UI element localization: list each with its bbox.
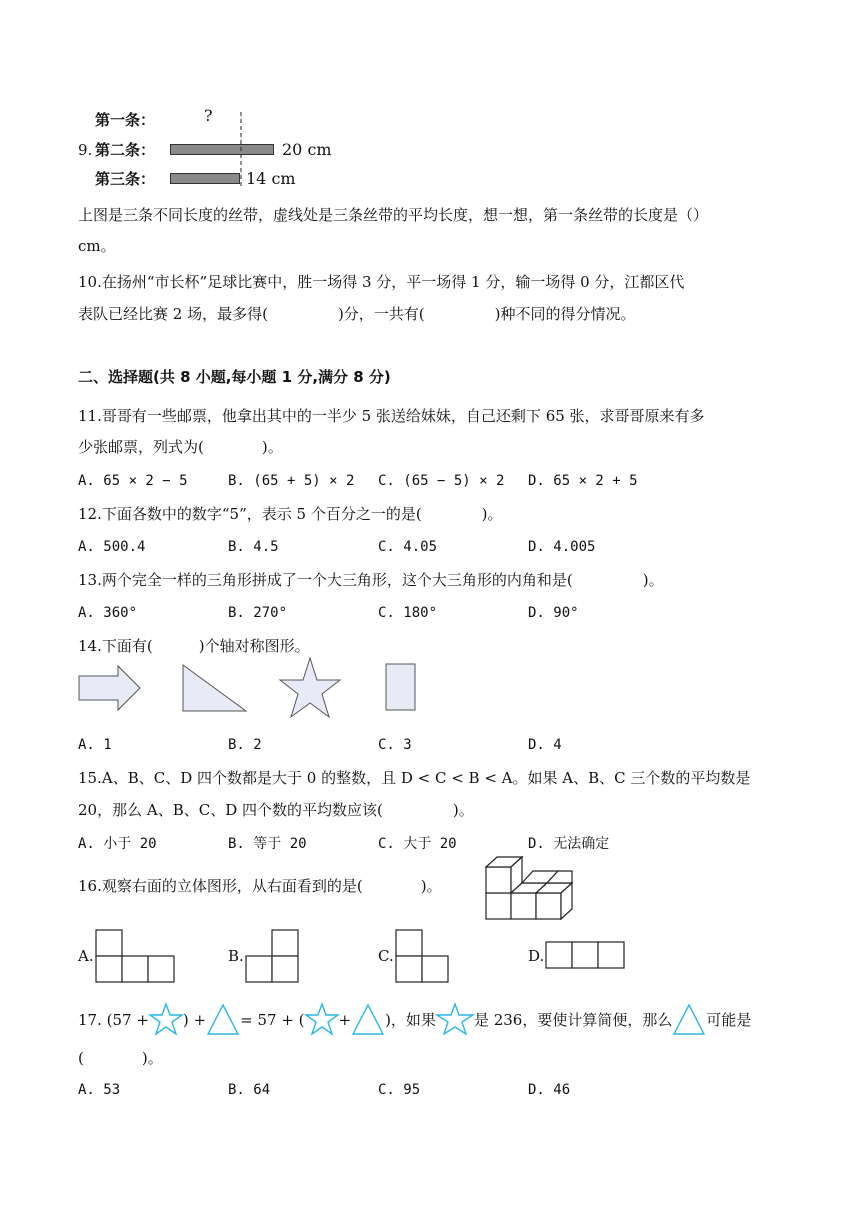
q16-line-a: 16.观察右面的立体图形，从右面看到的是( <box>78 877 363 895</box>
q17-option-a[interactable]: A. 53 <box>78 1082 121 1098</box>
q17-line2-a: ( <box>78 1049 84 1067</box>
q12-option-a[interactable]: A. 500.4 <box>78 539 146 555</box>
q16-option-c-view <box>396 930 448 982</box>
q11-line2-b: )。 <box>261 438 283 456</box>
q17-part1: 17. (57 + <box>78 1011 149 1029</box>
q10-line1: 10.在扬州“市长杯”足球比赛中，胜一场得 3 分，平一场得 1 分，输一场得 0 分，江都区代 <box>78 273 685 291</box>
q10-line2-a: 表队已经比赛 2 场，最多得( <box>78 305 268 323</box>
section2-title: 二、选择题(共 8 小题,每小题 1 分,满分 8 分) <box>78 368 391 386</box>
q13-option-d[interactable]: D. 90° <box>528 605 579 621</box>
q15-line1: 15.A、B、C、D 四个数都是大于 0 的整数，且 D < C < B < A。如果 A、B、C 三个数的平均数是 <box>78 769 751 787</box>
q13-line-b: )。 <box>642 571 664 589</box>
q16-option-a-view <box>96 930 174 982</box>
q12-option-b[interactable]: B. 4.5 <box>228 539 279 555</box>
q11-option-d[interactable]: D. 65 × 2 + 5 <box>528 473 638 489</box>
q12-option-c[interactable]: C. 4.05 <box>378 539 438 555</box>
q17-part3: = 57 + ( <box>240 1011 305 1029</box>
q13-option-b[interactable]: B. 270° <box>228 605 288 621</box>
q14-line-a: 14.下面有( <box>78 637 153 655</box>
q9-row3-label: 第三条： <box>95 170 156 188</box>
q9-row1-label: 第一条： <box>95 111 156 129</box>
q11-option-c[interactable]: C. (65 − 5) × 2 <box>378 473 505 489</box>
q16-option-b-label[interactable]: B. <box>228 947 244 965</box>
q11-line1: 11.哥哥有一些邮票，他拿出其中的一半少 5 张送给妹妹，自己还剩下 65 张，求哥哥原来有多 <box>78 407 705 425</box>
q15-option-b[interactable]: B. 等于 20 <box>228 836 307 852</box>
q17-line1 <box>78 1002 751 1036</box>
q9-text-line1: 上图是三条不同长度的丝带，虚线处是三条丝带的平均长度，想一想，第一条丝带的长度是（） <box>78 206 709 224</box>
q14-option-c[interactable]: C. 3 <box>378 737 412 753</box>
triangle-icon <box>672 1003 706 1037</box>
q11-line2-a: 少张邮票，列式为( <box>78 438 204 456</box>
q15-line2-a: 20，那么 A、B、C、D 四个数的平均数应该( <box>78 801 383 819</box>
q10-line2-b: )分，一共有( <box>337 305 425 323</box>
q14-option-a[interactable]: A. 1 <box>78 737 112 753</box>
q16-option-c-label[interactable]: C. <box>378 947 394 965</box>
q16-option-b-view <box>246 930 298 982</box>
q17-part7: 可能是 <box>706 1011 752 1029</box>
q15-line2-b: )。 <box>452 801 474 819</box>
triangle-icon <box>206 1003 240 1037</box>
q11-option-a[interactable]: A. 65 × 2 − 5 <box>78 473 188 489</box>
triangle-icon <box>351 1003 385 1037</box>
q14-option-d[interactable]: D. 4 <box>528 737 562 753</box>
q12-line-a: 12.下面各数中的数字“5”，表示 5 个百分之一的是( <box>78 505 422 523</box>
q13-option-c[interactable]: C. 180° <box>378 605 438 621</box>
q9-number: 9. <box>78 141 93 159</box>
q17-line2-b: )。 <box>141 1049 163 1067</box>
star-icon <box>436 1003 474 1037</box>
q17-option-c[interactable]: C. 95 <box>378 1082 421 1098</box>
q16-option-d-label[interactable]: D. <box>528 947 545 965</box>
q17-line2 <box>78 1048 163 1068</box>
q14-line-b: )个轴对称图形。 <box>198 637 310 655</box>
q17-part5: )，如果 <box>385 1011 436 1029</box>
q15-option-c[interactable]: C. 大于 20 <box>378 836 457 852</box>
q9-row2-value: 20 cm <box>282 140 332 159</box>
q17-part6: 是 236，要使计算简便，那么 <box>473 1011 673 1029</box>
q17-part2: ) + <box>182 1011 207 1029</box>
q9-text-line2: cm。 <box>78 237 116 255</box>
q16-option-a-label[interactable]: A. <box>78 947 94 965</box>
q17-option-d[interactable]: D. 46 <box>528 1082 571 1098</box>
star-icon <box>149 1003 183 1037</box>
q16-option-d-view <box>546 942 624 968</box>
q9-row1-question-mark: ? <box>204 106 213 125</box>
q9-row2-label: 第二条： <box>95 141 156 159</box>
q14-option-b[interactable]: B. 2 <box>228 737 262 753</box>
q17-option-b[interactable]: B. 64 <box>228 1082 271 1098</box>
q15-option-d[interactable]: D. 无法确定 <box>528 836 610 852</box>
q10-line2-c: )种不同的得分情况。 <box>494 305 636 323</box>
q11-option-b[interactable]: B. (65 + 5) × 2 <box>228 473 355 489</box>
q16-line-b: )。 <box>420 877 442 895</box>
q12-option-d[interactable]: D. 4.005 <box>528 539 596 555</box>
q9-row3-value: 14 cm <box>246 169 296 188</box>
q17-part4: + <box>338 1011 352 1029</box>
q13-line-a: 13.两个完全一样的三角形拼成了一个大三角形，这个大三角形的内角和是( <box>78 571 573 589</box>
q15-option-a[interactable]: A. 小于 20 <box>78 836 157 852</box>
q12-line-b: )。 <box>481 505 503 523</box>
q13-option-a[interactable]: A. 360° <box>78 605 138 621</box>
star-icon <box>305 1003 339 1037</box>
